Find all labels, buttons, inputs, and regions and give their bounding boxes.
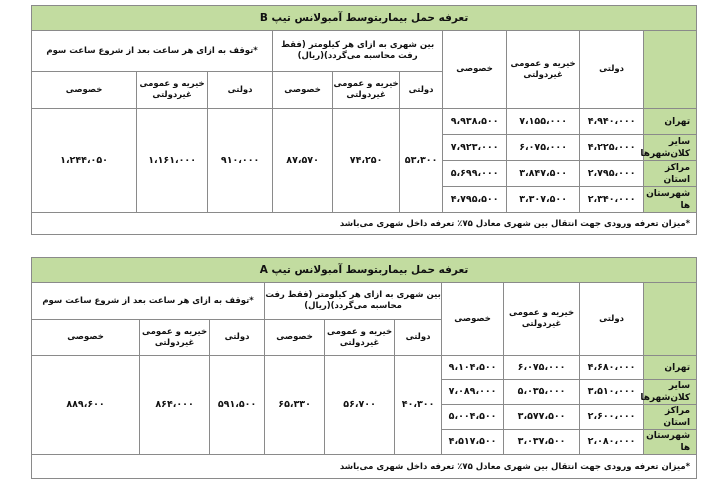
header-private: خصوصی	[443, 31, 507, 109]
intercity-govt-value: ۵۳،۳۰۰	[400, 109, 443, 213]
waiting-private-value: ۸۸۹،۶۰۰	[32, 356, 140, 455]
row-city: شهرستان ها	[644, 430, 697, 455]
corner-cell	[644, 283, 697, 356]
cell-govt: ۲،۳۴۰،۰۰۰	[580, 187, 644, 213]
cell-charity: ۶،۰۷۵،۰۰۰	[507, 135, 580, 161]
row-city: سایر کلان‌شهرها	[644, 380, 697, 405]
waiting-charity-value: ۱،۱۶۱،۰۰۰	[137, 109, 208, 213]
cell-govt: ۲،۷۹۵،۰۰۰	[580, 161, 644, 187]
cell-govt: ۴،۶۸۰،۰۰۰	[580, 356, 644, 380]
header-waiting-group: *توقف به ازای هر ساعت بعد از شروع ساعت سوم	[32, 283, 265, 320]
row-city: مراکز استان	[644, 161, 697, 187]
header-intercity-group: بین شهری به ازای هر کیلومتر (فقط رفت محاسبه می‌گردد)(ریال)	[273, 31, 443, 72]
subheader-waiting-private: خصوصی	[32, 72, 137, 109]
subheader-waiting-govt: دولتی	[208, 72, 273, 109]
subheader-waiting-govt: دولتی	[210, 320, 265, 356]
intercity-govt-value: ۴۰،۳۰۰	[395, 356, 442, 455]
cell-charity: ۳،۸۴۷،۵۰۰	[507, 161, 580, 187]
cell-private: ۴،۷۹۵،۵۰۰	[443, 187, 507, 213]
subheader-intercity-private: خصوصی	[273, 72, 333, 109]
waiting-govt-value: ۵۹۱،۵۰۰	[210, 356, 265, 455]
table-title: تعرفه حمل بیماربتوسط آمبولانس تیپ A	[32, 258, 697, 283]
cell-govt: ۲،۶۰۰،۰۰۰	[580, 405, 644, 430]
cell-govt: ۴،۲۲۵،۰۰۰	[580, 135, 644, 161]
subheader-intercity-private: خصوصی	[265, 320, 325, 356]
header-intercity-group: بین شهری به ازای هر کیلومتر (فقط رفت محاسبه می‌گردد)(ریال)	[265, 283, 442, 320]
waiting-private-value: ۱،۲۴۴،۰۵۰	[32, 109, 137, 213]
cell-private: ۴،۵۱۷،۵۰۰	[442, 430, 504, 455]
cell-govt: ۴،۹۴۰،۰۰۰	[580, 109, 644, 135]
table-title: تعرفه حمل بیماربتوسط آمبولانس تیپ B	[32, 6, 697, 31]
cell-charity: ۶،۰۷۵،۰۰۰	[504, 356, 580, 380]
subheader-intercity-govt: دولتی	[395, 320, 442, 356]
header-charity: خیریه و عمومی غیردولتی	[507, 31, 580, 109]
waiting-charity-value: ۸۶۴،۰۰۰	[140, 356, 210, 455]
tariff-table-type-a	[31, 257, 697, 479]
footnote: *میزان تعرفه ورودی جهت انتقال بین شهری معادل ۷۵٪ تعرفه داخل شهری می‌باشد	[32, 455, 697, 479]
cell-charity: ۵،۰۳۵،۰۰۰	[504, 380, 580, 405]
intercity-charity-value: ۵۶،۷۰۰	[325, 356, 395, 455]
cell-private: ۷،۰۸۹،۰۰۰	[442, 380, 504, 405]
intercity-private-value: ۸۷،۵۷۰	[273, 109, 333, 213]
header-govt: دولتی	[580, 31, 644, 109]
header-private: خصوصی	[442, 283, 504, 356]
table-row	[32, 356, 697, 380]
cell-private: ۹،۱۰۴،۵۰۰	[442, 356, 504, 380]
footnote: *میزان تعرفه ورودی جهت انتقال بین شهری معادل ۷۵٪ تعرفه داخل شهری می‌باشد	[32, 213, 697, 235]
row-city: سایر کلان‌شهرها	[644, 135, 697, 161]
row-city: تهران	[644, 109, 697, 135]
subheader-waiting-charity: خیریه و عمومی غیردولتی	[137, 72, 208, 109]
cell-private: ۷،۹۲۳،۰۰۰	[443, 135, 507, 161]
tariff-table-type-b	[31, 5, 697, 235]
cell-private: ۹،۹۳۸،۵۰۰	[443, 109, 507, 135]
intercity-charity-value: ۷۴،۲۵۰	[333, 109, 400, 213]
waiting-govt-value: ۹۱۰،۰۰۰	[208, 109, 273, 213]
row-city: تهران	[644, 356, 697, 380]
corner-cell	[644, 31, 697, 109]
cell-charity: ۷،۱۵۵،۰۰۰	[507, 109, 580, 135]
row-city: مراکز استان	[644, 405, 697, 430]
cell-charity: ۳،۳۰۷،۵۰۰	[507, 187, 580, 213]
subheader-intercity-charity: خیریه و عمومی غیردولتی	[325, 320, 395, 356]
subheader-waiting-private: خصوصی	[32, 320, 140, 356]
cell-charity: ۳،۵۷۷،۵۰۰	[504, 405, 580, 430]
cell-govt: ۲،۰۸۰،۰۰۰	[580, 430, 644, 455]
header-charity: خیریه و عمومی غیردولتی	[504, 283, 580, 356]
cell-private: ۵،۶۹۹،۰۰۰	[443, 161, 507, 187]
subheader-intercity-govt: دولتی	[400, 72, 443, 109]
header-waiting-group: *توقف به ازای هر ساعت بعد از شروع ساعت سوم	[32, 31, 273, 72]
cell-govt: ۳،۵۱۰،۰۰۰	[580, 380, 644, 405]
cell-charity: ۳،۰۳۷،۵۰۰	[504, 430, 580, 455]
subheader-waiting-charity: خیریه و عمومی غیردولتی	[140, 320, 210, 356]
subheader-intercity-charity: خیریه و عمومی غیردولتی	[333, 72, 400, 109]
row-city: شهرستان ها	[644, 187, 697, 213]
cell-private: ۵،۰۰۴،۵۰۰	[442, 405, 504, 430]
header-govt: دولتی	[580, 283, 644, 356]
intercity-private-value: ۶۵،۳۳۰	[265, 356, 325, 455]
table-row	[32, 109, 697, 135]
